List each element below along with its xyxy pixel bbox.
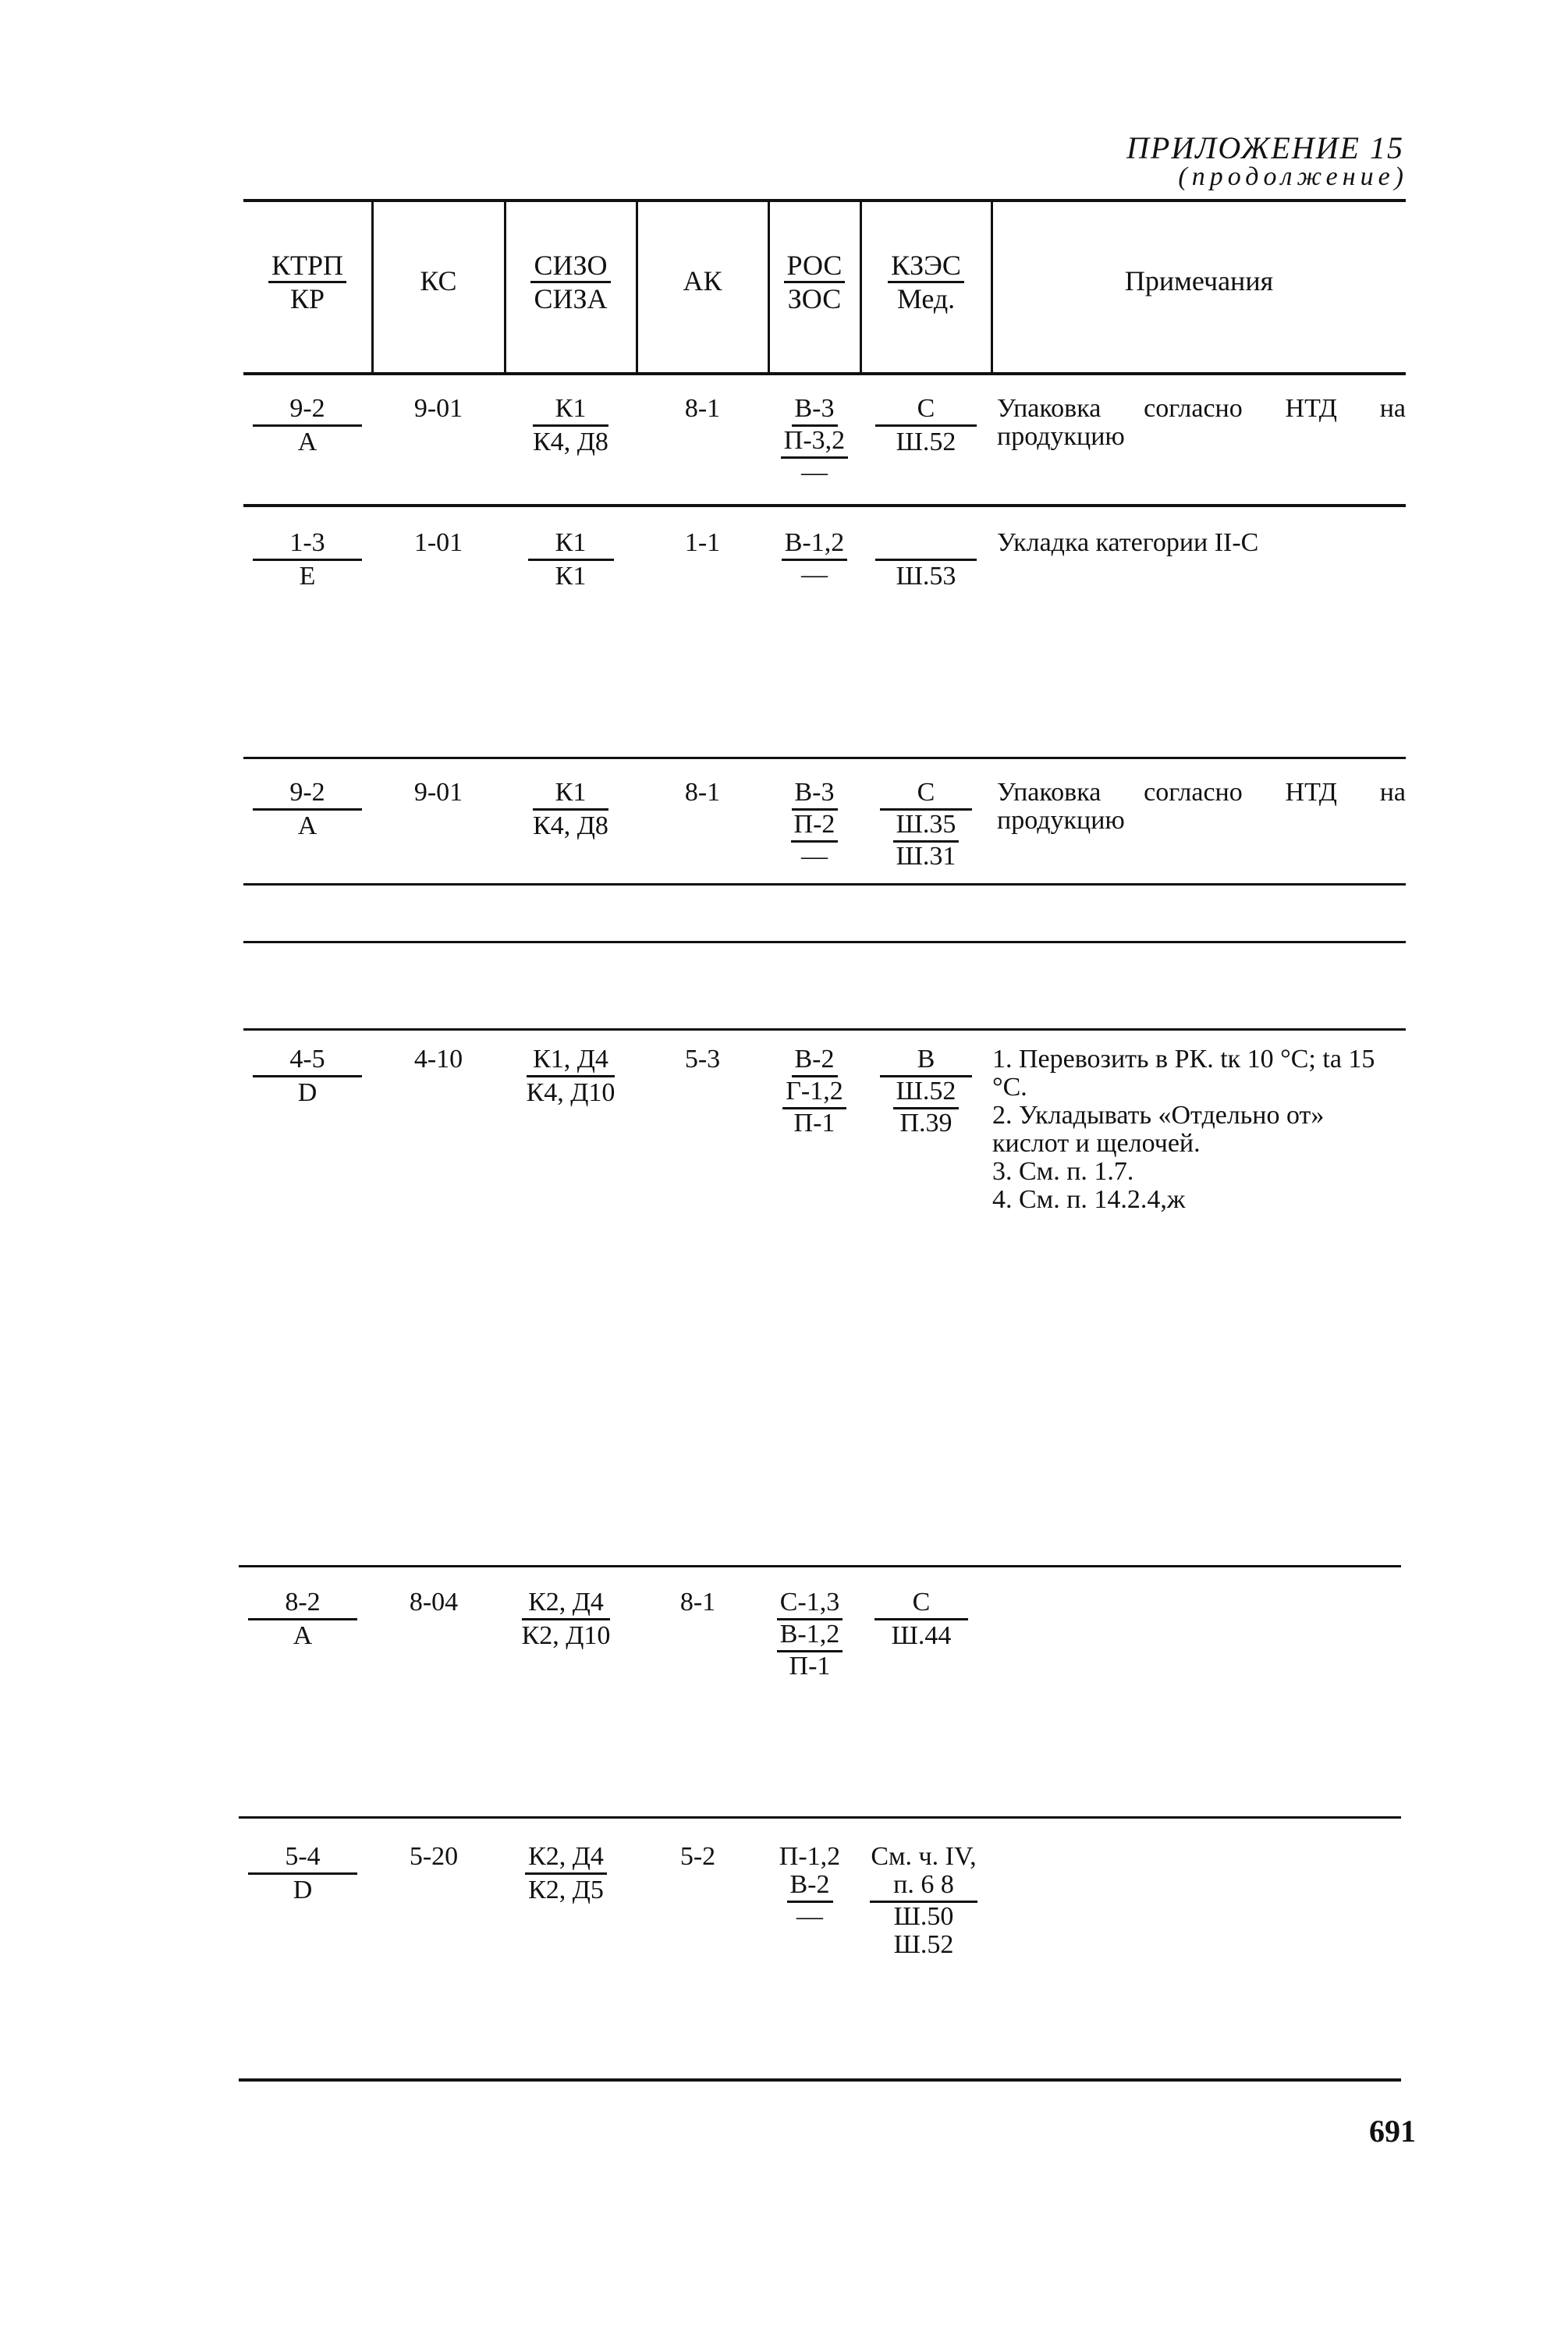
note-item: 1. Перевозить в РК. tк 10 °C; tа 15 °C.	[992, 1045, 1375, 1102]
ktrp-value: 9-2	[253, 779, 362, 811]
header-kr: КР	[289, 283, 325, 314]
row-separator	[243, 757, 1406, 759]
ros-stack	[764, 1843, 855, 1931]
sizo-siza	[501, 1588, 631, 1650]
med-value-2: Ш.52	[893, 1930, 954, 1959]
kzes-stack	[861, 1045, 991, 1138]
ak-value: 8-1	[684, 394, 721, 423]
header-sizo: СИЗО	[530, 251, 610, 283]
sizo-value: К1	[533, 779, 608, 811]
siza-value: К2, Д5	[528, 1876, 604, 1904]
row-note: Упаковка согласно НТД на продукцию	[997, 778, 1406, 835]
appendix-title: ПРИЛОЖЕНИЕ 15	[1126, 130, 1404, 165]
row-separator	[239, 1816, 1401, 1819]
sizo-siza	[506, 779, 636, 840]
row-note: Упаковка согласно НТД на продукцию	[997, 394, 1406, 451]
med-value: Ш.50	[893, 1902, 954, 1931]
ktrp-value: 1-3	[253, 529, 362, 561]
row-note: Укладка категории II-С	[997, 528, 1259, 557]
ktrp-value: 8-2	[248, 1588, 357, 1620]
ak-value: 8-1	[679, 1588, 716, 1617]
header-ros-zos	[769, 251, 860, 313]
ros-value: В-3	[792, 779, 838, 811]
med-value: Ш.44	[891, 1621, 952, 1650]
siza-value: К4, Д8	[533, 811, 608, 840]
siza-value: К2, Д10	[521, 1621, 611, 1650]
table-header-bottom-rule	[243, 372, 1406, 375]
page-number: 691	[1369, 2114, 1416, 2149]
header-siza: СИЗА	[534, 283, 608, 314]
table-row	[239, 1843, 367, 1904]
header-ak: АК	[683, 265, 722, 296]
sizo-siza	[506, 529, 636, 591]
row-separator	[239, 1565, 1401, 1567]
kzes-value: В	[880, 1045, 972, 1077]
ros-dash: —	[796, 1902, 823, 1931]
med-value: Ш.52	[896, 428, 956, 456]
table-row	[243, 395, 371, 456]
row-separator	[243, 1028, 1406, 1031]
sizo-value: К1	[528, 529, 614, 561]
ros-value: В-1,2	[782, 529, 848, 561]
siza-value: К1	[555, 562, 587, 591]
sizo-value: К2, Д4	[525, 1843, 607, 1875]
ks-value: 9-01	[413, 778, 463, 807]
ros-stack	[764, 1588, 855, 1681]
ks-value: 8-04	[409, 1588, 459, 1617]
ros-value: В-2	[792, 1045, 838, 1077]
header-ks: КС	[420, 265, 457, 296]
kzes-value: С	[874, 1588, 968, 1620]
header-kzes-med	[861, 251, 991, 313]
row-separator	[243, 941, 1406, 943]
table-top-rule	[243, 199, 1406, 202]
row-separator	[243, 883, 1406, 886]
zos-value: П-2	[791, 811, 839, 843]
med-value-2: П.39	[899, 1109, 953, 1138]
ks-value: 1-01	[413, 528, 463, 557]
zos-value: В-2	[787, 1871, 833, 1903]
kr-value: А	[297, 428, 318, 456]
med-value: Ш.52	[893, 1077, 960, 1109]
ak-value: 1-1	[684, 528, 721, 557]
kr-value: А	[297, 811, 318, 840]
header-ros: РОС	[784, 251, 846, 283]
header-ktrp-kr	[243, 251, 371, 313]
kzes-value: С	[875, 395, 977, 427]
header-ktrp: КТРП	[268, 251, 346, 283]
table-row	[239, 1588, 367, 1650]
ks-value: 9-01	[413, 394, 463, 423]
ros-value: С-1,3	[777, 1588, 843, 1620]
appendix-subtitle: (продолжение)	[1178, 162, 1408, 191]
kzes-value: С	[880, 779, 972, 811]
row-separator	[243, 504, 1406, 507]
sizo-siza	[506, 395, 636, 456]
kzes-stack	[861, 779, 991, 871]
med-value: Ш.35	[893, 811, 960, 843]
ros-value: В-3	[792, 395, 838, 427]
table-row	[243, 1045, 371, 1107]
kzes-stack	[857, 1588, 986, 1650]
med-value-2: Ш.31	[896, 842, 956, 871]
ros-stack	[769, 395, 860, 487]
zos-value: В-1,2	[777, 1620, 843, 1652]
ros-stack	[769, 529, 860, 589]
zos-value: Г-1,2	[782, 1077, 846, 1109]
ros-dash: —	[801, 560, 828, 589]
kzes-value-2: п. 6 8	[870, 1871, 977, 1903]
table-row	[243, 529, 371, 591]
header-med: Мед.	[896, 283, 956, 314]
note-item: 2. Укладывать «Отдельно от» кислот и щелочей.	[992, 1101, 1325, 1158]
sizo-value: К1	[533, 395, 608, 427]
ros-value-3: П-1	[789, 1652, 831, 1681]
sizo-value: К1, Д4	[527, 1045, 615, 1077]
header-zos: ЗОС	[787, 283, 842, 314]
ak-value: 8-1	[684, 778, 721, 807]
kzes-stack	[857, 1843, 991, 1959]
table-bottom-rule	[239, 2078, 1401, 2082]
sizo-siza	[506, 1045, 636, 1107]
kzes-stack	[861, 395, 991, 456]
ktrp-value: 5-4	[248, 1843, 357, 1875]
siza-value: К4, Д8	[533, 428, 608, 456]
ros-stack	[769, 1045, 860, 1138]
sizo-value: К2, Д4	[522, 1588, 611, 1620]
ros-stack	[769, 779, 860, 871]
kr-value: D	[297, 1078, 318, 1107]
sizo-siza	[501, 1843, 631, 1904]
header-kzes: КЗЭС	[888, 251, 964, 283]
row-notes-list	[992, 1045, 1406, 1214]
ks-value: 4-10	[413, 1045, 463, 1074]
ros-value-3: П-1	[793, 1109, 835, 1138]
ros-value: П-1,2	[779, 1842, 841, 1871]
siza-value: К4, Д10	[526, 1078, 615, 1107]
header-sizo-siza	[506, 251, 636, 313]
note-item: 4. См. п. 14.2.4,ж	[992, 1185, 1186, 1214]
kzes-value	[875, 529, 977, 561]
kr-value: Е	[299, 562, 316, 591]
kr-value: А	[293, 1621, 313, 1650]
note-item: 3. См. п. 1.7.	[992, 1157, 1134, 1186]
ktrp-value: 4-5	[253, 1045, 362, 1077]
kzes-value: См. ч. IV,	[871, 1842, 977, 1871]
ros-dash: —	[801, 458, 828, 487]
header-notes: Примечания	[1124, 265, 1274, 296]
table-row	[243, 779, 371, 840]
zos-value: П-3,2	[781, 427, 848, 459]
ak-value: 5-2	[679, 1842, 716, 1871]
ak-value: 5-3	[684, 1045, 721, 1074]
med-value: Ш.53	[896, 562, 956, 591]
ktrp-value: 9-2	[253, 395, 362, 427]
ros-dash: —	[801, 842, 828, 871]
kr-value: D	[293, 1876, 313, 1904]
kzes-stack	[861, 529, 991, 591]
ks-value: 5-20	[409, 1842, 459, 1871]
